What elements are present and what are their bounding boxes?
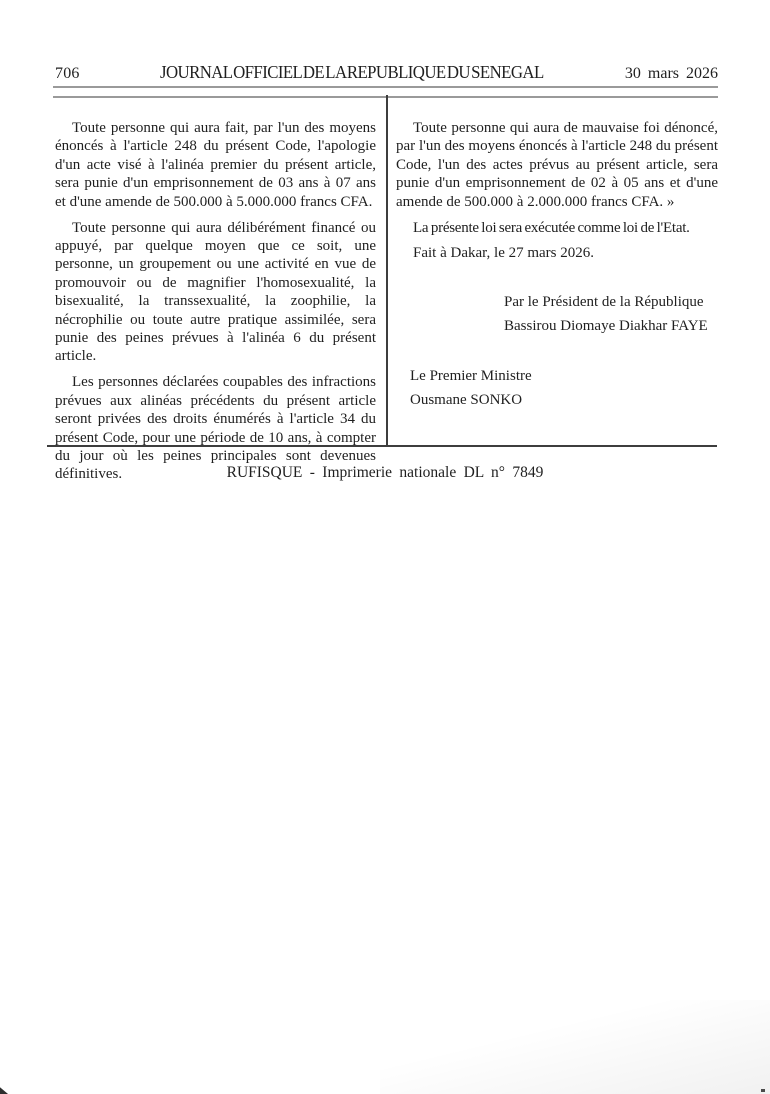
president-authority: Par le Président de la République xyxy=(504,293,704,310)
president-name: Bassirou Diomaye Diakhar FAYE xyxy=(504,317,708,334)
scan-corner-artifact xyxy=(0,1086,8,1094)
right-column xyxy=(396,96,718,412)
execution-clause: La présente loi sera exécutée comme loi de l'Etat. xyxy=(413,219,690,236)
prime-minister-title: Le Premier Ministre xyxy=(410,367,532,384)
prime-minister-signature-block xyxy=(396,364,718,412)
footer-rule xyxy=(47,445,717,447)
paragraph: Toute personne qui aura fait, par l'un des moyens énoncés à l'article 248 du présent Code, l'apologie d'un acte visé à l'alinéa premier du présent article, sera punie d'un emprisonnement de 03 ans à 07 ans et d'une amende de 500.000 à 5.000.000 francs CFA. xyxy=(55,120,376,210)
page-number: 706 xyxy=(55,65,80,82)
page-header xyxy=(55,62,718,83)
printer-imprint: RUFISQUE - Imprimerie nationale DL n° 7849 xyxy=(226,464,544,481)
journal-title: JOURNAL OFFICIEL DE LA REPUBLIQUE DU SENEGAL xyxy=(160,62,545,82)
paragraph: Toute personne qui aura de mauvaise foi dénoncé, par l'un des moyens énoncés à l'article 248 du présent Code, l'un des actes prévus au présent article, sera punie d'un emprisonnement de 02 à 05 ans et d'une amende de 500.000 à 2.000.000 francs CFA. » xyxy=(396,120,718,210)
issue-date: 30 mars 2026 xyxy=(624,65,718,82)
scan-dot-artifact xyxy=(761,1089,765,1092)
paragraph: Les personnes déclarées coupables des infractions prévues aux alinéas précédents du présent article seront privées des droits énumérés à l'article 34 du présent Code, pour une période de 10 ans, à compter du jour où les peines principales sont devenues définitives. xyxy=(55,374,376,483)
prime-minister-name: Ousmane SONKO xyxy=(410,391,523,408)
place-date-line: Fait à Dakar, le 27 mars 2026. xyxy=(413,245,595,262)
paragraph: Toute personne qui aura délibérément financé ou appuyé, par quelque moyen que ce soit, une personne, un groupement ou une activité en vue de promouvoir ou de magnifier l'homosexualité, la bisexualité, la transsexualité, la zoophilie, la nécrophilie ou toute autre pratique assimilée, sera punie des peines prévues à l'alinéa 6 du présent article. xyxy=(55,219,376,365)
scan-shadow-artifact xyxy=(380,1000,770,1094)
left-column xyxy=(55,96,376,491)
president-signature-block xyxy=(396,290,718,338)
column-divider xyxy=(386,95,388,446)
